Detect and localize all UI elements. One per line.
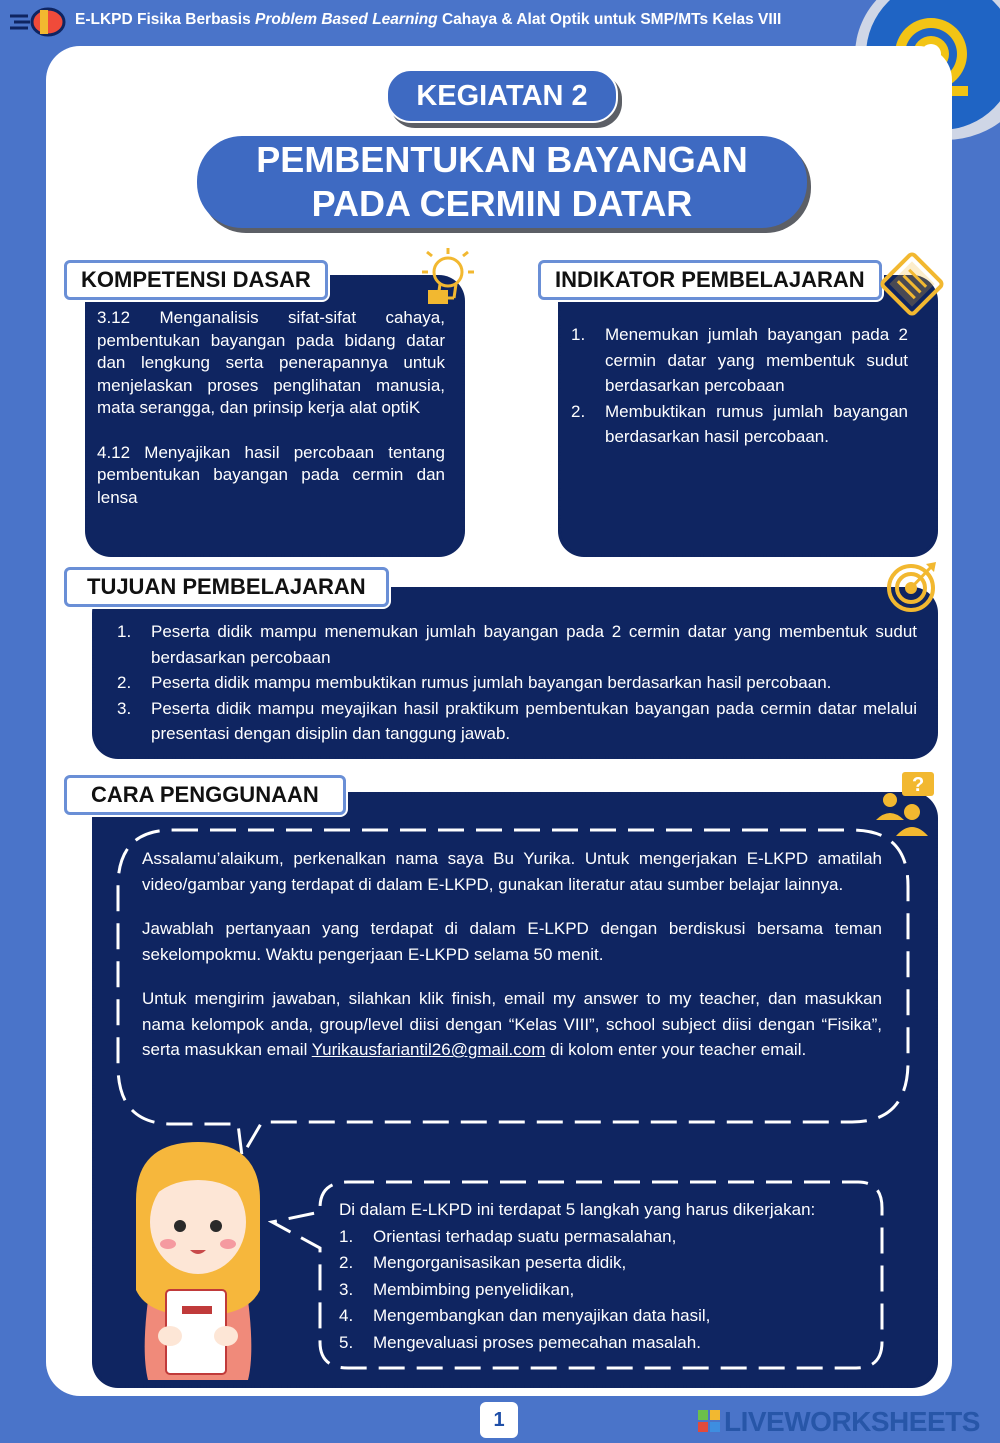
page-number: 1 — [480, 1402, 518, 1438]
lightbulb-icon — [418, 246, 476, 308]
header-bar — [0, 0, 1000, 44]
page-title — [197, 136, 807, 228]
title-line-2: PADA CERMIN DATAR — [311, 183, 693, 224]
steps-intro: Di dalam E-LKPD ini terdapat 5 langkah yang harus dikerjakan: — [339, 1200, 816, 1219]
activity-badge: KEGIATAN 2 — [386, 69, 618, 123]
svg-text:?: ? — [912, 774, 925, 796]
kd-text — [97, 307, 445, 509]
cara-paragraph-2: Jawablah pertanyaan yang terdapat di dalam E-LKPD dengan berdiskusi bersama teman sekelompokmu. Waktu pengerjaan E-LKPD selama 50 menit. — [142, 919, 882, 964]
indikator-list — [571, 322, 908, 450]
kd-item-3-12: 3.12 Menganalisis sifat-sifat cahaya, pembentukan bayangan pada bidang datar dan lengkung serta penerapannya untuk menjelaskan proses penglihatan manusia, mata serangga, dan prinsip kerja alat optiK — [97, 308, 445, 417]
step-item: 4. Mengembangkan dan menyajikan data hasil, — [339, 1306, 711, 1326]
step-item: 3. Membimbing penyelidikan, — [339, 1279, 575, 1299]
indikator-item: 1. Menemukan jumlah bayangan pada 2 cermin datar yang membentuk sudut berdasarkan percobaan — [571, 325, 908, 395]
checklist-icon — [878, 250, 946, 318]
liveworksheets-logo-icon — [698, 1410, 720, 1432]
kd-item-4-12: 4.12 Menyajikan hasil percobaan tentang pembentukan bayangan pada cermin dan lensa — [97, 442, 445, 507]
target-icon — [886, 560, 938, 614]
cara-paragraph-1: Assalamu’alaikum, perkenalkan nama saya Bu Yurika. Untuk mengerjakan E-LKPD amatilah video/gambar yang terdapat di dalam E-LKPD, gunakan literatur atau sumber belajar lainnya. — [142, 849, 882, 894]
step-item: 5. Mengevaluasi proses pemecahan masalah. — [339, 1332, 701, 1352]
teacher-email-link[interactable]: Yurikausfariantil26@gmail.com — [311, 1040, 546, 1059]
kd-label: KOMPETENSI DASAR — [64, 260, 328, 300]
liveworksheets-brand[interactable]: LIVEWORKSHEETS — [724, 1406, 980, 1437]
tujuan-list — [117, 619, 917, 747]
tujuan-label: TUJUAN PEMBELAJARAN — [64, 567, 389, 607]
teacher-character-illustration — [128, 1140, 268, 1386]
header-title: E-LKPD Fisika Berbasis Problem Based Learning Cahaya & Alat Optik untuk SMP/MTs Kelas VIII — [75, 11, 782, 28]
title-line-1: PEMBENTUKAN BAYANGAN — [256, 139, 748, 180]
indikator-label: INDIKATOR PEMBELAJARAN — [538, 260, 882, 300]
cara-paragraph-3: Untuk mengirim jawaban, silahkan klik finish, email my answer to my teacher, dan masukkan nama kelompok anda, group/level diisi dengan “Kelas VIII”, school subject diisi dengan “Fisika”, serta masukkan email Yurikausfariantil26@gmail.com di kolom enter your teacher email. — [142, 989, 882, 1059]
rocket-icon — [10, 6, 72, 38]
tujuan-item: 1. Peserta didik mampu menemukan jumlah bayangan pada 2 cermin datar yang membentuk sudut berdasarkan percobaan — [117, 622, 917, 667]
step-item: 1. Orientasi terhadap suatu permasalahan, — [339, 1226, 677, 1246]
indikator-item: 2. Membuktikan rumus jumlah bayangan berdasarkan hasil percobaan. — [571, 401, 908, 446]
tujuan-item: 3. Peserta didik mampu meyajikan hasil praktikum pembentukan bayangan pada cermin datar melalui presentasi dengan disiplin dan tanggung jawab. — [117, 698, 917, 743]
step-item: 2. Mengorganisasikan peserta didik, — [339, 1253, 627, 1273]
cara-intro — [142, 846, 882, 1063]
steps-text — [339, 1197, 869, 1357]
cara-label: CARA PENGGUNAAN — [64, 775, 346, 815]
tujuan-item: 2. Peserta didik mampu membuktikan rumus jumlah bayangan berdasarkan hasil percobaan. — [117, 673, 832, 692]
